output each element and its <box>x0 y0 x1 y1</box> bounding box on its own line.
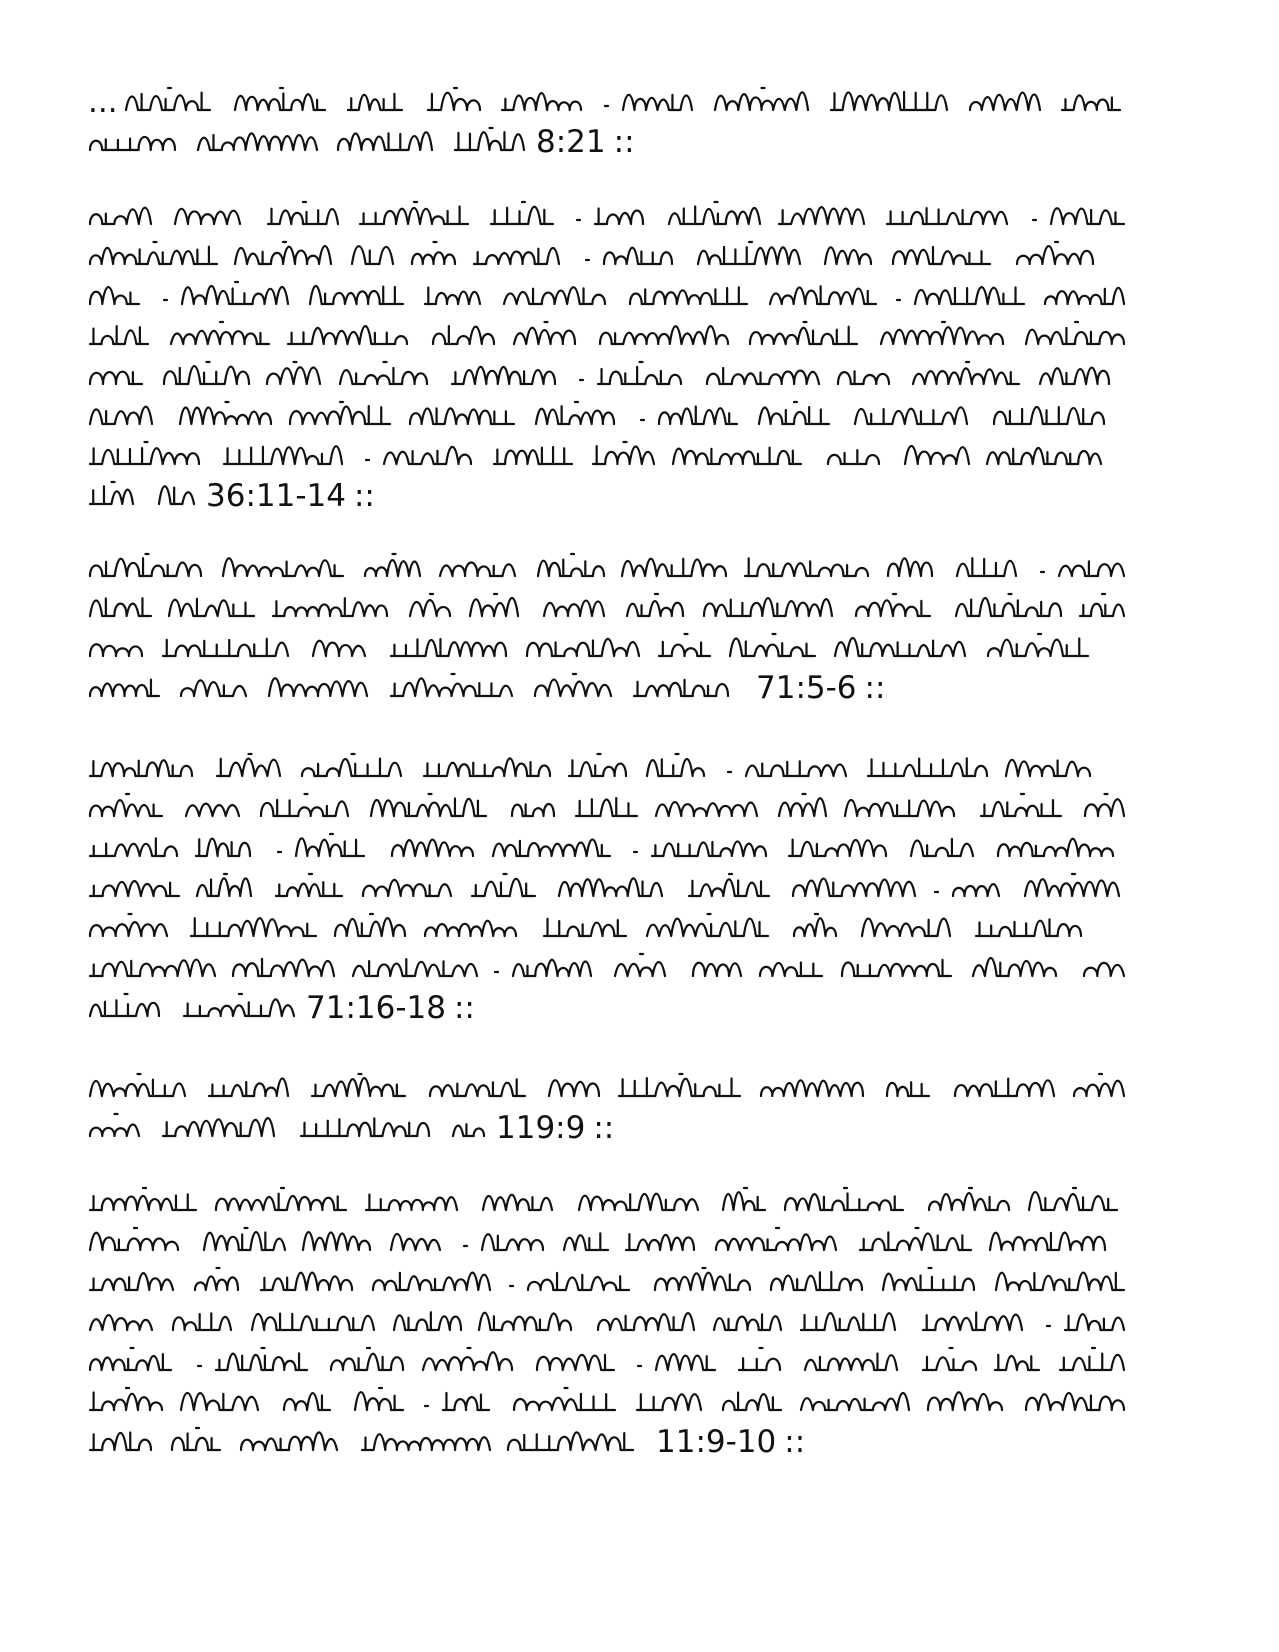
script-glyph-path <box>90 994 294 1016</box>
passage-1 <box>88 82 1188 162</box>
script-text <box>88 588 1128 628</box>
script-glyph-path <box>90 1428 633 1450</box>
script-text <box>88 668 748 708</box>
script-glyph-path <box>90 1348 1124 1370</box>
text-line <box>88 356 1188 396</box>
text-line <box>88 1422 1188 1462</box>
script-text <box>88 1342 1128 1382</box>
verse-reference: 119:9 <box>496 1110 586 1146</box>
text-line <box>88 908 1188 948</box>
script-glyph-path <box>90 674 728 696</box>
text-line <box>88 788 1188 828</box>
script-text <box>88 908 1128 948</box>
text-line <box>88 196 1188 236</box>
text-line <box>88 868 1188 908</box>
script-text <box>88 236 1128 276</box>
script-glyph-path <box>90 834 1113 856</box>
text-line <box>88 396 1188 436</box>
script-text <box>88 628 1128 668</box>
script-text <box>88 948 1128 988</box>
end-mark: :: <box>453 990 475 1026</box>
verse-reference: 71:16-18 <box>306 990 446 1026</box>
text-line <box>88 1262 1188 1302</box>
script-text <box>88 396 1128 436</box>
passage-4 <box>88 748 1188 1028</box>
script-glyph-path <box>90 242 1093 264</box>
script-glyph-path <box>90 282 1124 304</box>
text-line <box>88 548 1188 588</box>
script-glyph-path <box>90 362 1109 384</box>
script-text <box>88 122 528 162</box>
text-line <box>88 988 1188 1028</box>
script-text <box>88 868 1128 908</box>
script-glyph-path <box>90 554 1124 576</box>
end-mark: :: <box>593 1110 615 1146</box>
text-line <box>88 276 1188 316</box>
verse-reference: 71:5-6 <box>756 670 857 706</box>
script-glyph-path <box>90 914 1081 936</box>
script-text <box>124 82 1124 122</box>
passage-3 <box>88 548 1188 708</box>
end-mark: :: <box>353 478 375 514</box>
script-text <box>88 276 1128 316</box>
text-line <box>88 1222 1188 1262</box>
text-line <box>88 628 1188 668</box>
script-glyph-path <box>90 1268 1124 1290</box>
script-glyph-path <box>90 1188 1117 1210</box>
script-text <box>88 1422 648 1462</box>
text-line <box>88 316 1188 356</box>
script-text <box>88 1382 1128 1422</box>
script-text <box>88 988 298 1028</box>
text-line <box>88 82 1188 122</box>
script-glyph-path <box>90 128 524 150</box>
script-text <box>88 548 1128 588</box>
script-text <box>88 476 198 516</box>
script-glyph-path <box>90 1074 1124 1096</box>
passage-5 <box>88 1068 1188 1148</box>
script-text <box>88 436 1128 476</box>
text-line <box>88 1068 1188 1108</box>
script-text <box>88 1302 1128 1342</box>
script-glyph-path <box>90 954 1124 976</box>
script-glyph-path <box>90 402 1104 424</box>
script-glyph-path <box>90 754 1090 776</box>
text-line <box>88 828 1188 868</box>
text-line <box>88 588 1188 628</box>
script-text <box>88 1182 1128 1222</box>
script-text <box>88 748 1128 788</box>
script-glyph-path <box>90 202 1124 224</box>
verse-reference: 8:21 <box>536 124 606 160</box>
script-text <box>88 828 1128 868</box>
script-glyph-path <box>90 874 1119 896</box>
text-line <box>88 748 1188 788</box>
text-line <box>88 668 1188 708</box>
script-glyph-path <box>90 442 1101 464</box>
script-glyph-path <box>90 594 1124 616</box>
script-glyph-path <box>90 1228 1105 1250</box>
script-glyph-path <box>90 1388 1124 1410</box>
verse-reference: 36:11-14 <box>206 478 346 514</box>
script-text <box>88 1108 488 1148</box>
script-text <box>88 356 1128 396</box>
text-line <box>88 122 1188 162</box>
text-line <box>88 236 1188 276</box>
leading-ellipsis: ... <box>88 84 118 120</box>
script-text <box>88 788 1128 828</box>
script-glyph-path <box>126 88 1120 110</box>
end-mark: :: <box>613 124 635 160</box>
passage-6 <box>88 1182 1188 1462</box>
script-text <box>88 196 1128 236</box>
text-line <box>88 476 1188 516</box>
script-glyph-path <box>90 1114 484 1136</box>
text-line <box>88 1382 1188 1422</box>
script-text <box>88 1262 1128 1302</box>
text-line <box>88 1108 1188 1148</box>
end-mark: :: <box>784 1424 806 1460</box>
script-text <box>88 1068 1128 1108</box>
text-line <box>88 948 1188 988</box>
script-glyph-path <box>90 794 1124 816</box>
passage-2 <box>88 196 1188 516</box>
script-glyph-path <box>90 634 1088 656</box>
text-line <box>88 1342 1188 1382</box>
script-text <box>88 316 1128 356</box>
script-glyph-path <box>90 322 1124 344</box>
text-line <box>88 436 1188 476</box>
script-glyph-path <box>90 482 194 504</box>
script-glyph-path <box>90 1312 1124 1330</box>
verse-reference: 11:9-10 <box>656 1424 777 1460</box>
script-text <box>88 1222 1128 1262</box>
text-line <box>88 1302 1188 1342</box>
end-mark: :: <box>864 670 886 706</box>
text-line <box>88 1182 1188 1222</box>
